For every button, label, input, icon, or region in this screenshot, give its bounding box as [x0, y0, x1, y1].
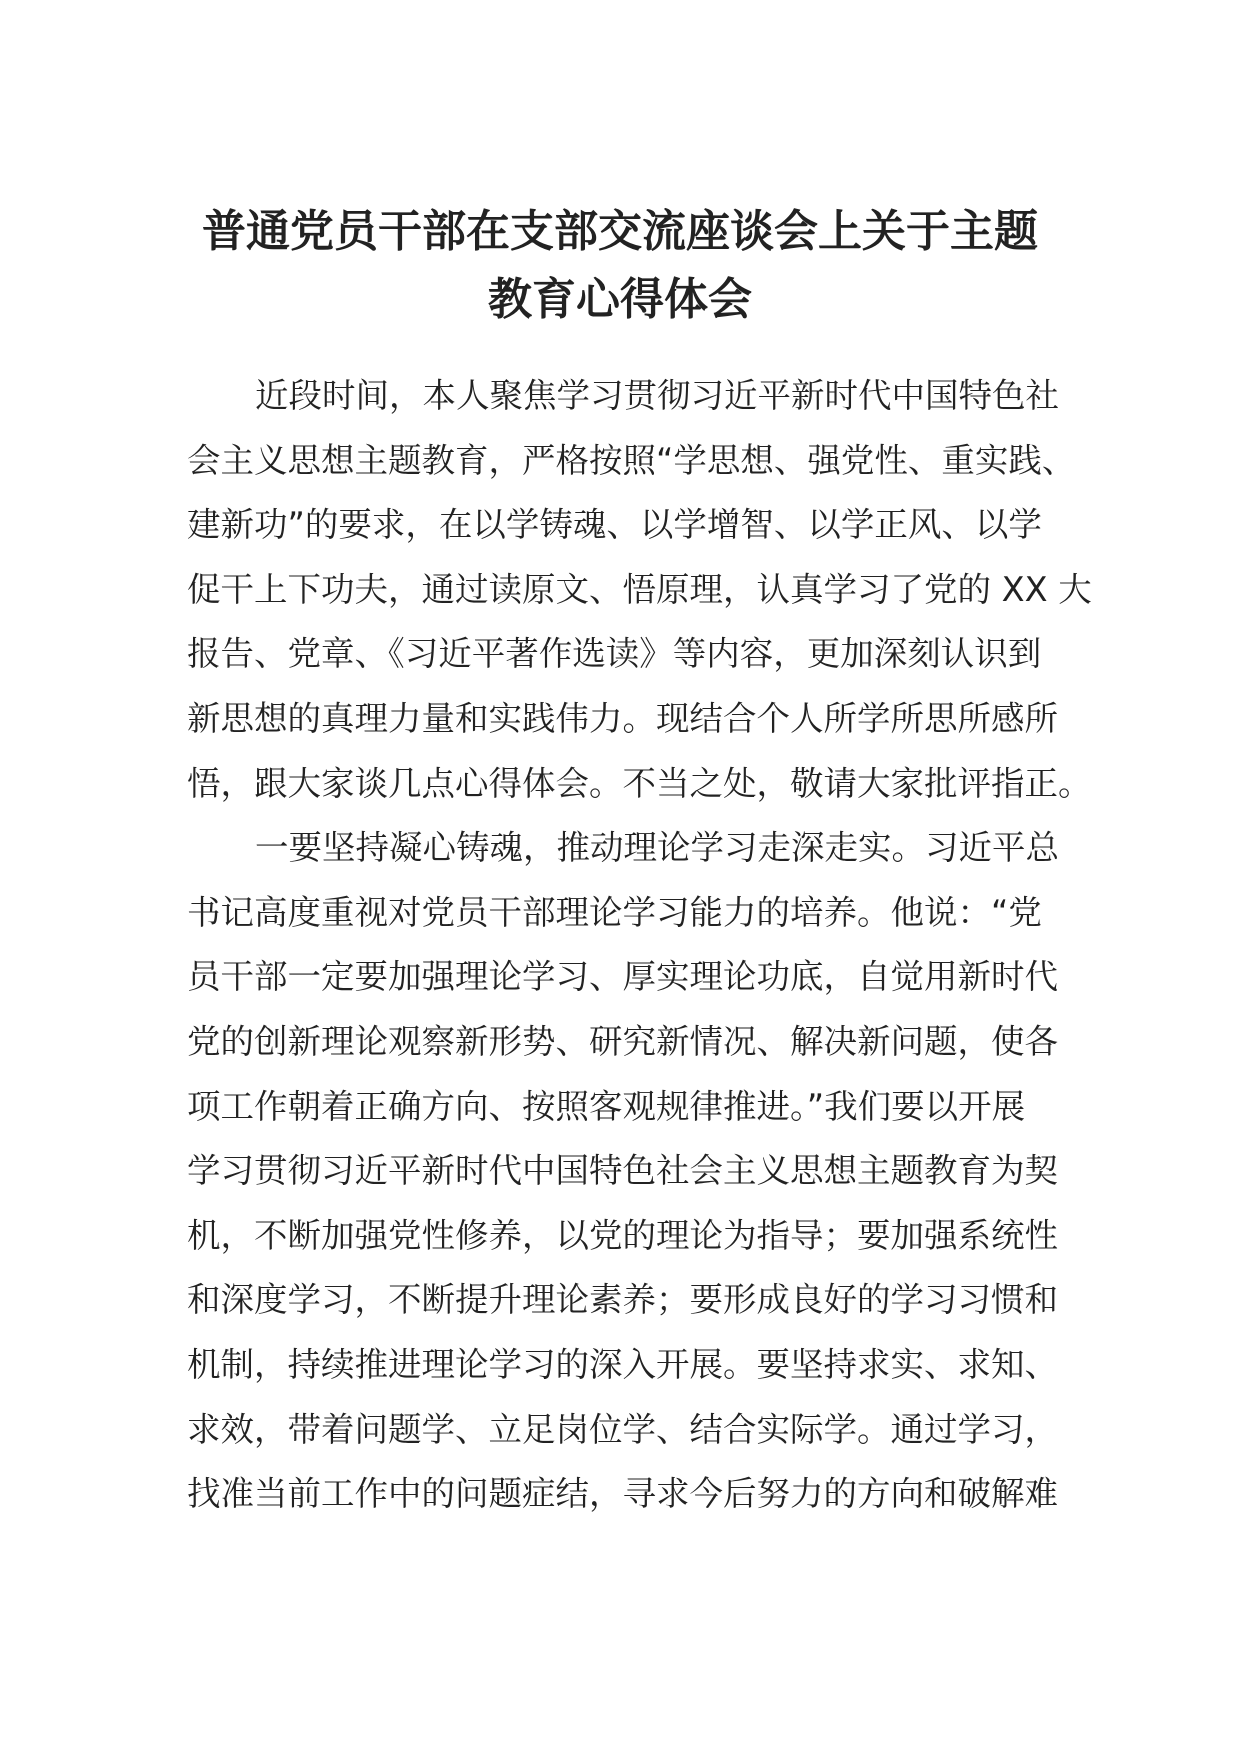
title-line: 普通党员干部在支部交流座谈会上关于主题: [202, 206, 1038, 257]
text-line: 书记高度重视对党员干部理论学习能力的培养。他说：“党: [187, 892, 1042, 932]
text-line: 报告、党章、《习近平著作选读》等内容，更加深刻认识到: [187, 634, 1042, 674]
text-line: 悟，跟大家谈几点心得体会。不当之处，敬请大家批评指正。: [187, 763, 1092, 803]
text-line: 建新功”的要求，在以学铸魂、以学增智、以学正风、以学: [187, 505, 1042, 545]
text-line: 求效，带着问题学、立足岗位学、结合实际学。通过学习，: [187, 1409, 1058, 1449]
paragraph-intro: [187, 364, 1092, 816]
document-body: [187, 364, 1092, 1527]
text-line: 找准当前工作中的问题症结，寻求今后努力的方向和破解难: [187, 1474, 1058, 1514]
text-line: 党的创新理论观察新形势、研究新情况、解决新问题，使各: [187, 1021, 1058, 1061]
document-title: [150, 198, 1090, 334]
text-line: 机，不断加强党性修养，以党的理论为指导；要加强系统性: [187, 1215, 1058, 1255]
text-line: 和深度学习，不断提升理论素养；要形成良好的学习习惯和: [187, 1280, 1058, 1320]
text-line: 会主义思想主题教育，严格按照“学思想、强党性、重实践、: [187, 440, 1076, 480]
text-line: 学习贯彻习近平新时代中国特色社会主义思想主题教育为契: [187, 1151, 1058, 1191]
text-line: 机制，持续推进理论学习的深入开展。要坚持求实、求知、: [187, 1344, 1058, 1384]
text-line: 员干部一定要加强理论学习、厚实理论功底，自觉用新时代: [187, 957, 1058, 997]
paragraph-point-one: [187, 816, 1067, 1527]
text-line: 一要坚持凝心铸魂，推动理论学习走深走实。习近平总: [255, 828, 1059, 868]
text-line: 项工作朝着正确方向、按照客观规律推进。”我们要以开展: [187, 1086, 1026, 1126]
text-line: 促干上下功夫，通过读原文、悟原理，认真学习了党的 XX 大: [187, 569, 1092, 609]
title-line: 教育心得体会: [488, 274, 752, 325]
text-line: 新思想的真理力量和实践伟力。现结合个人所学所思所感所: [187, 698, 1058, 738]
text-line: 近段时间，本人聚焦学习贯彻习近平新时代中国特色社: [255, 376, 1059, 415]
